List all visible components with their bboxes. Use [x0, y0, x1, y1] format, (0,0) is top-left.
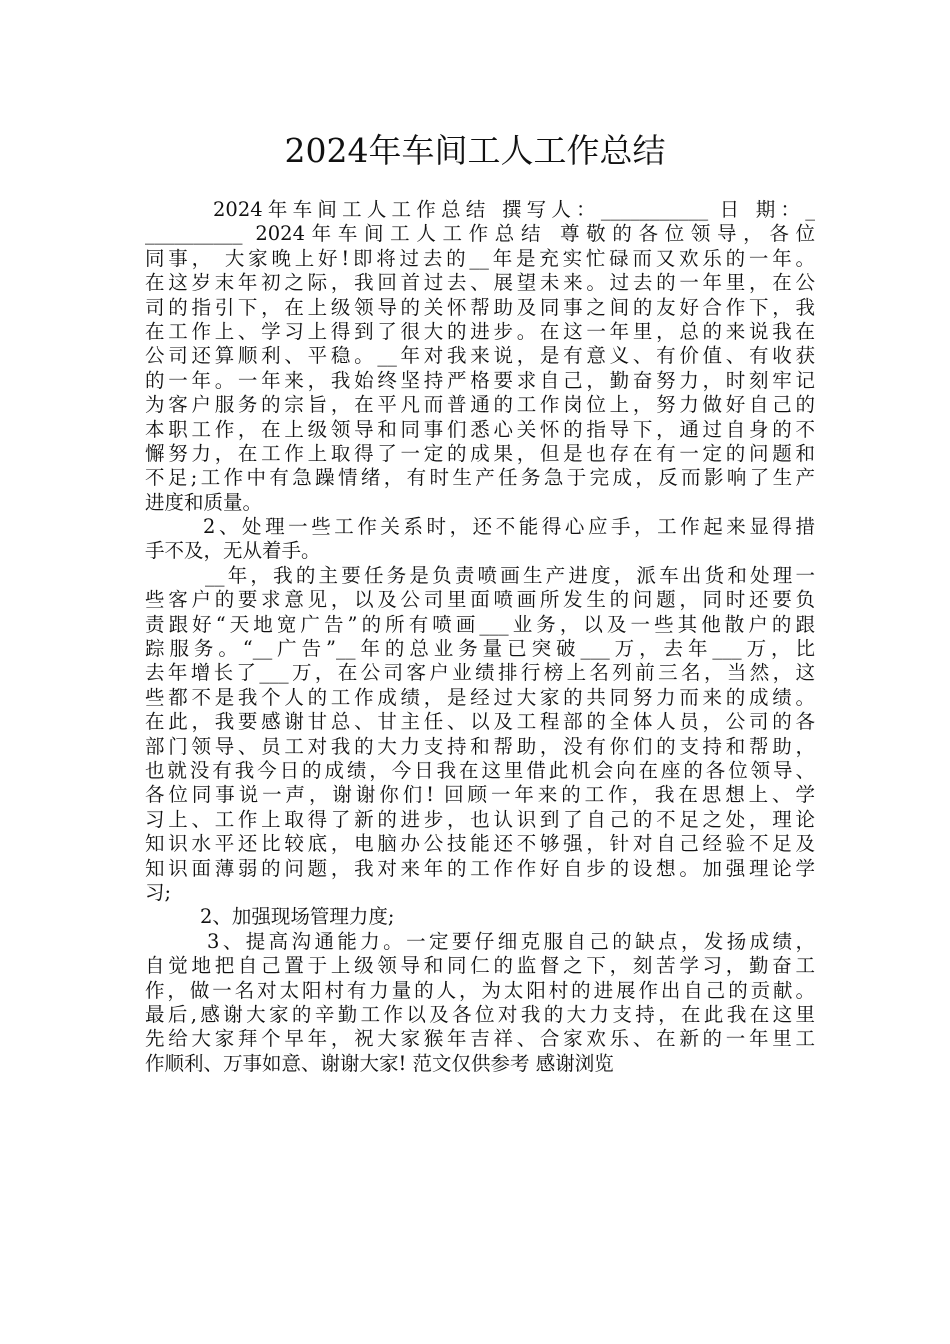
body-line: 2024年车间工人工作总结 撰写人：___________ 日 期：_	[213, 198, 815, 221]
body-line: 不足;工作中有急躁情绪，有时生产任务急于完成，反而影响了生产	[145, 466, 815, 490]
body-line: 公司还算顺利、平稳。__年对我来说，是有意义、有价值、有收获	[145, 344, 815, 368]
body-line: 进度和质量。	[145, 490, 263, 514]
body-line: 去年增长了___万，在公司客户业绩排行榜上名列前三名，当然，这	[145, 661, 815, 685]
body-line: 为客户服务的宗旨，在平凡而普通的工作岗位上，努力做好自己的	[145, 393, 815, 417]
body-line: 3、提高沟通能力。一定要仔细克服自己的缺点，发扬成绩，	[207, 929, 815, 953]
body-line: 踪服务。“__广告”__年的总业务量已突破___万，去年___万，比	[145, 637, 815, 661]
body-line: 知识面薄弱的问题，我对来年的工作作好自步的设想。加强理论学	[145, 856, 815, 880]
body-line: 先给大家拜个早年，祝大家猴年吉祥、合家欢乐、在新的一年里工	[145, 1027, 815, 1051]
body-line: __年，我的主要任务是负责喷画生产进度，派车出货和处理一	[205, 563, 815, 587]
body-line: 部门领导、员工对我的大力支持和帮助，没有你们的支持和帮助，	[145, 734, 815, 758]
body-line: 些客户的要求意见，以及公司里面喷画所发生的问题，同时还要负	[145, 588, 815, 612]
body-line: 2、加强现场管理力度;	[200, 905, 395, 929]
body-line: 同事， 大家晚上好!即将过去的__年是充实忙碌而又欢乐的一年。	[145, 246, 815, 270]
body-line: 习;	[145, 880, 172, 904]
body-line: 懈努力，在工作上取得了一定的成果，但是也存在有一定的问题和	[145, 441, 815, 465]
body-line: 在工作上、学习上得到了很大的进步。在这一年里，总的来说我在	[145, 319, 815, 343]
document-title: 2024年车间工人工作总结	[284, 131, 666, 170]
body-line: 司的指引下，在上级领导的关怀帮助及同事之间的友好合作下，我	[145, 295, 815, 319]
body-line: 些都不是我个人的工作成绩，是经过大家的共同努力而来的成绩。	[145, 685, 815, 709]
body-line: 自觉地把自己置于上级领导和同仁的监督之下，刻苦学习，勤奋工	[145, 954, 815, 978]
body-line: 在这岁末年初之际，我回首过去、展望未来。过去的一年里，在公	[145, 271, 815, 295]
body-line: 最后,感谢大家的辛勤工作以及各位对我的大力支持，在此我在这里	[145, 1002, 815, 1026]
document-body	[145, 198, 815, 1076]
body-line: 本职工作，在上级领导和同事们悉心关怀的指导下，通过自身的不	[145, 417, 815, 441]
body-line: 也就没有我今日的成绩，今日我在这里借此机会向在座的各位领导、	[145, 758, 815, 782]
body-line: 知识水平还比较底，电脑办公技能还不够强，针对自己经验不足及	[145, 832, 815, 856]
body-line: 2、处理一些工作关系时，还不能得心应手，工作起来显得措	[203, 515, 815, 539]
body-line: 作，做一名对太阳村有力量的人，为太阳村的进展作出自己的贡献。	[145, 978, 815, 1002]
body-line: 的一年。一年来，我始终坚持严格要求自己，勤奋努力，时刻牢记	[145, 368, 815, 392]
body-line: 在此，我要感谢甘总、甘主任、以及工程部的全体人员，公司的各	[145, 710, 815, 734]
body-line: 习上、工作上取得了新的进步，也认识到了自己的不足之处，理论	[145, 807, 815, 831]
body-line: 手不及，无从着手。	[145, 539, 321, 563]
body-line: 各位同事说一声，谢谢你们! 回顾一年来的工作，我在思想上、学	[145, 783, 815, 807]
body-line: __________ 2024年车间工人工作总结 尊敬的各位领导，各位	[145, 222, 815, 246]
body-line: 责跟好“天地宽广告”的所有喷画___业务，以及一些其他散户的跟	[145, 612, 815, 636]
body-line: 作顺利、万事如意、谢谢大家! 范文仅供参考 感谢浏览	[145, 1051, 614, 1075]
